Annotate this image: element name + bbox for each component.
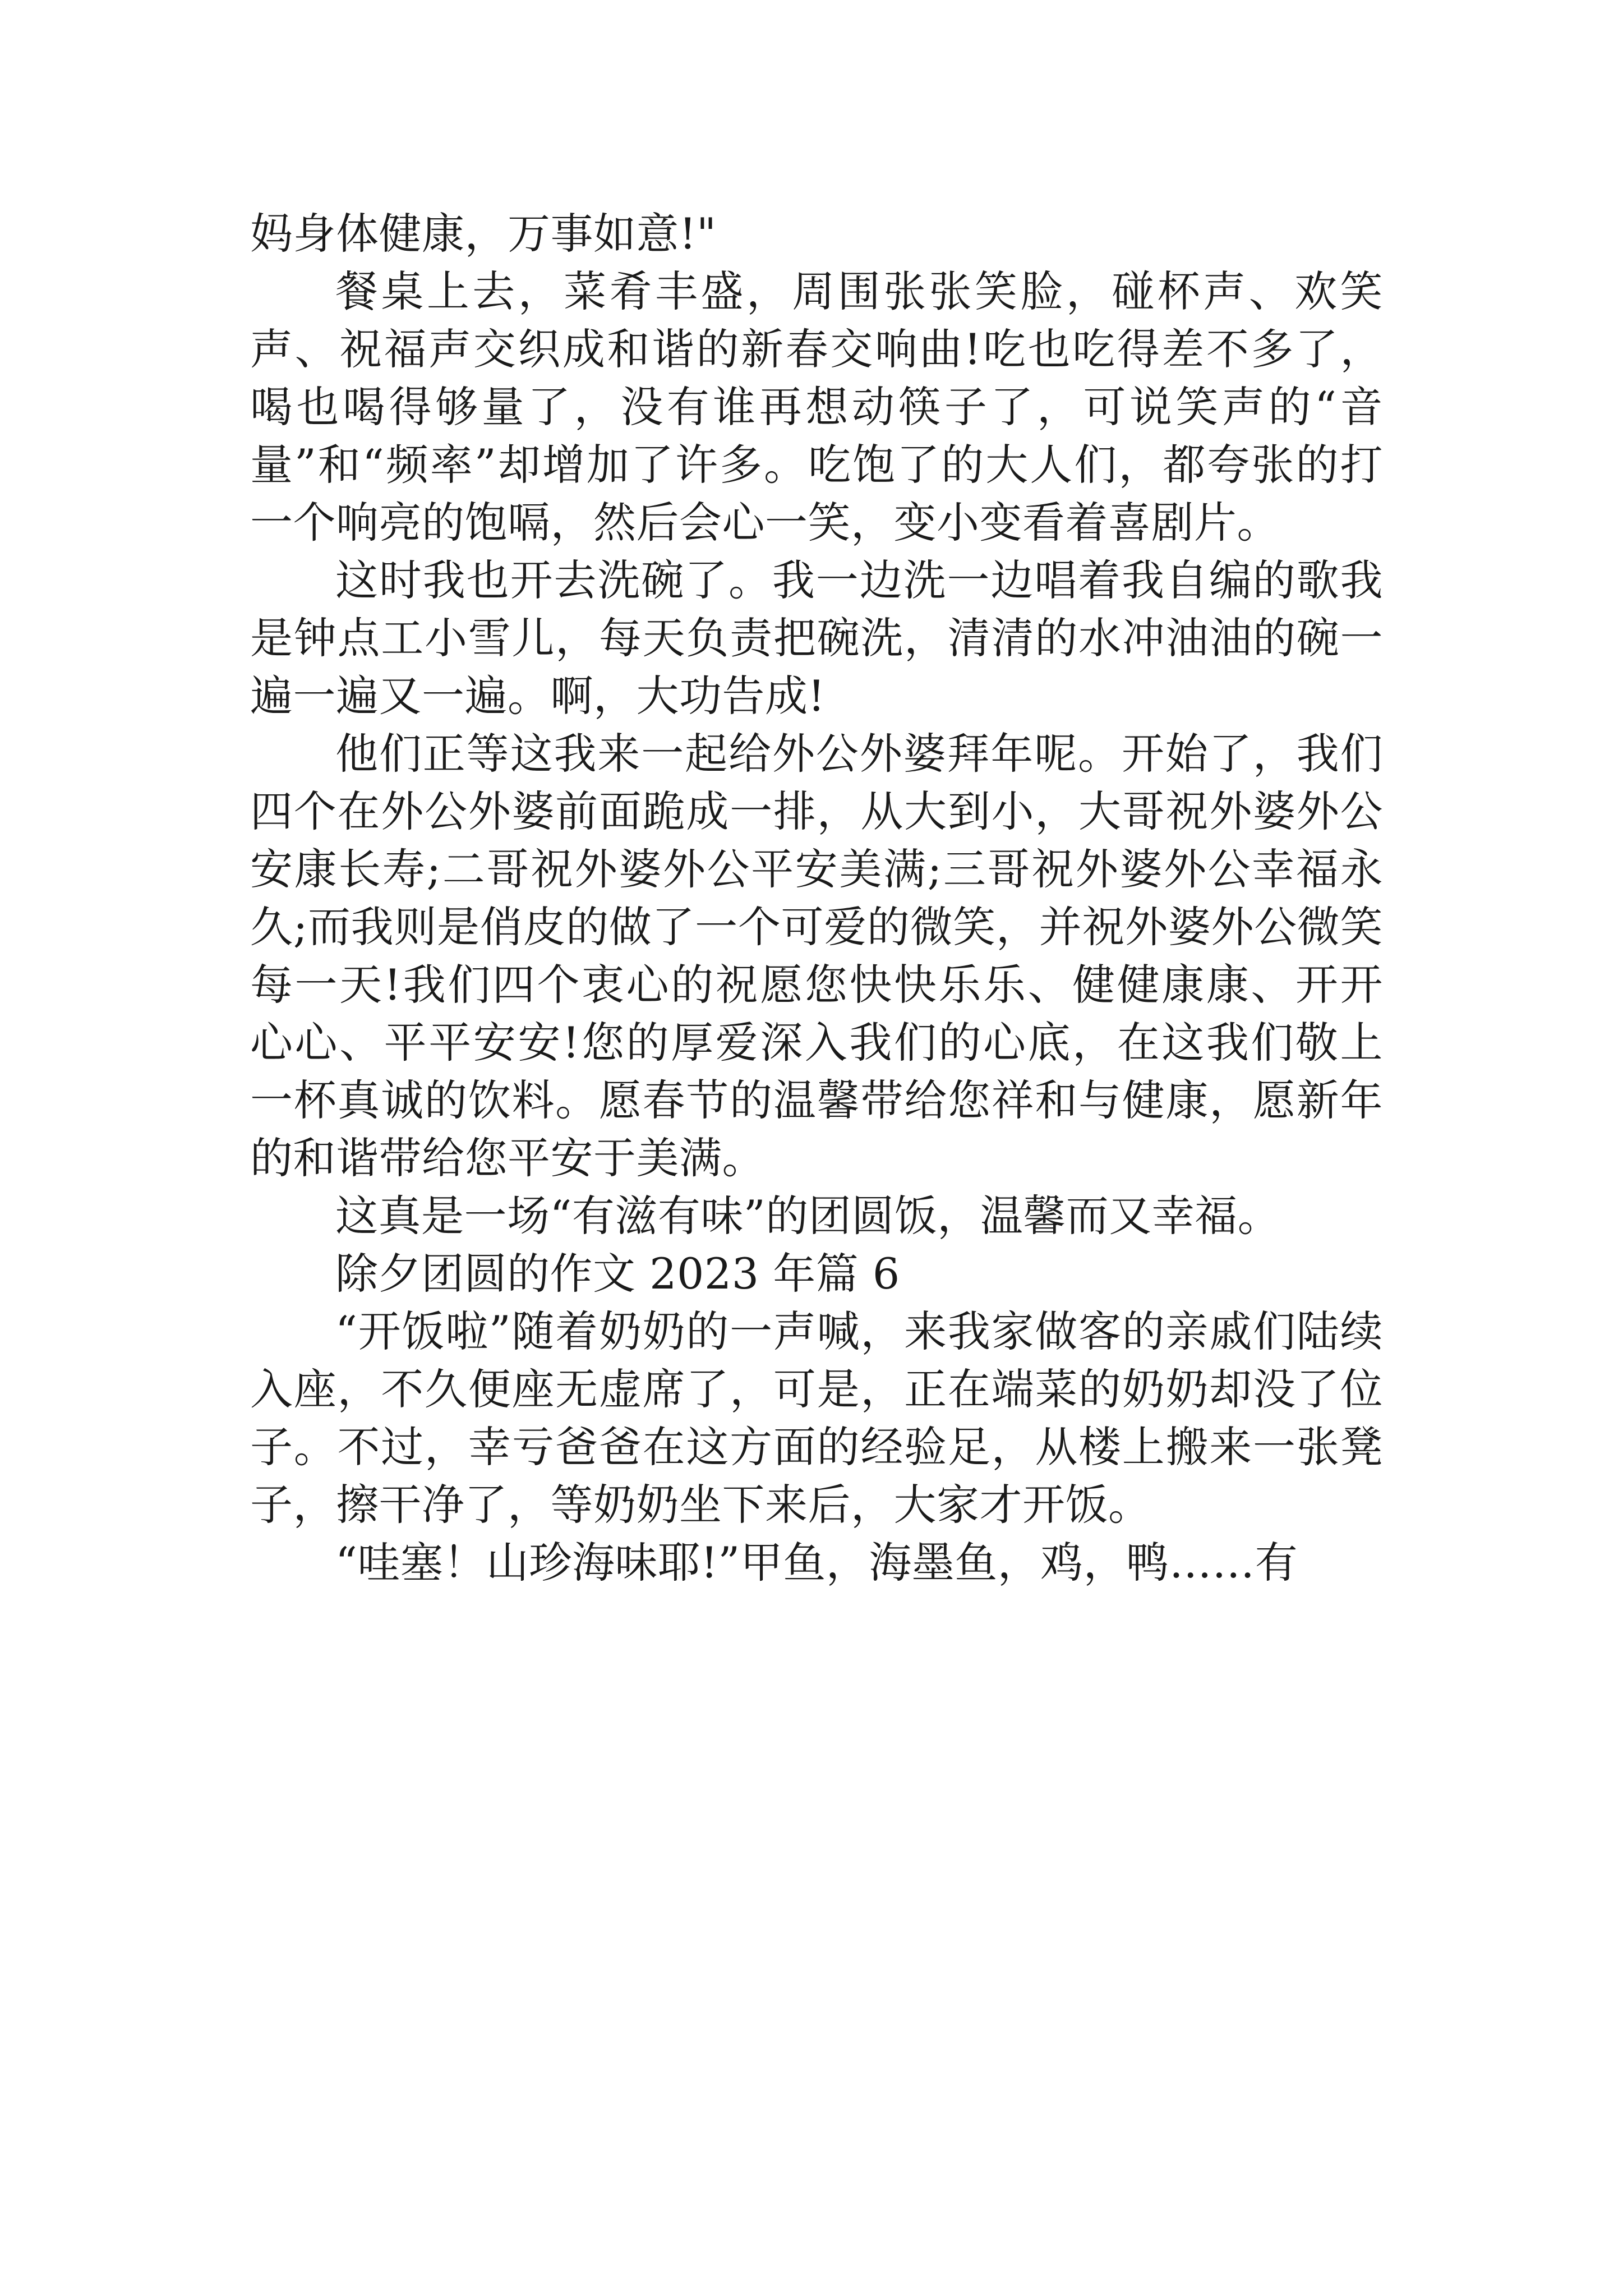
paragraph-1: 妈身体健康，万事如意!" — [250, 209, 717, 259]
paragraph-4: 他们正等这我来一起给外公外婆拜年呢。开始了，我们四个在外公外婆前面跪成一排，从大到小，大哥祝外婆外公安康长寿;二哥祝外婆外公平安美满;三哥祝外婆外公幸福永久;而我则是俏皮的做了一个可爱的微笑，并祝外婆外公微笑每一天!我们四个衷心的祝愿您快快乐乐、健健康康、开开心心、平平安安!您的厚爱深入我们的心底，在这我们敬上一杯真诚的饮料。愿春节的温馨带给您祥和与健康，愿新年的和谐带给您平安于美满。 — [250, 729, 1383, 1183]
section-heading: 除夕团圆的作文 2023 年篇 6 — [335, 1249, 900, 1299]
paragraph-3: 这时我也开去洗碗了。我一边洗一边唱着我自编的歌我是钟点工小雪儿，每天负责把碗洗，清清的水冲油油的碗一遍一遍又一遍。啊，大功告成! — [250, 555, 1383, 721]
paragraph-2: 餐桌上去，菜肴丰盛，周围张张笑脸，碰杯声、欢笑声、祝福声交织成和谐的新春交响曲!吃也吃得差不多了，喝也喝得够量了，没有谁再想动筷子了，可说笑声的“音量”和“频率”却增加了许多。吃饱了的大人们，都夸张的打一个响亮的饱嗝，然后会心一笑，变小变看着喜剧片。 — [250, 266, 1383, 547]
paragraph-6: “开饭啦”随着奶奶的一声喊，来我家做客的亲戚们陆续入座，不久便座无虚席了，可是，正在端菜的奶奶却没了位子。不过，幸亏爸爸在这方面的经验足，从楼上搬来一张凳子，擦干净了，等奶奶坐下来后，大家才开饭。 — [250, 1306, 1383, 1530]
document-body — [250, 205, 1383, 1591]
paragraph-5: 这真是一场“有滋有味”的团圆饭，温馨而又幸福。 — [335, 1191, 1281, 1241]
paragraph-7: “哇塞！山珍海味耶!”甲鱼，海墨鱼，鸡，鸭……有 — [335, 1538, 1298, 1588]
